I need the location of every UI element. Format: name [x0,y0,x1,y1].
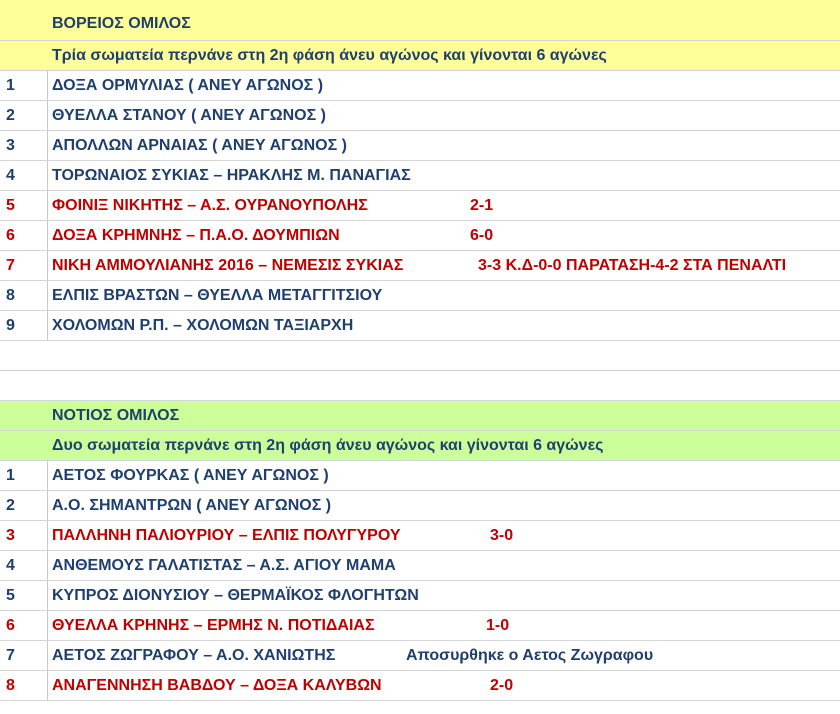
match-text: ΑΕΤΟΣ ΖΩΓΡΑΦΟΥ – Α.Ο. ΧΑΝΙΩΤΗΣ [52,647,336,664]
south-group-subtitle: Δυο σωματεία περνάνε στη 2η φάση άνευ αγώνος και γίνονται 6 αγώνες [52,437,604,454]
match-result: 2-1 [470,197,494,214]
south-group-title-row[interactable] [0,401,840,431]
match-text: Α.Ο. ΣΗΜΑΝΤΡΩΝ ( ΑΝΕΥ ΑΓΩΝΟΣ ) [52,497,332,514]
row-number: 4 [0,161,48,190]
match-result: 6-0 [470,227,494,244]
north-group-title: ΒΟΡΕΙΟΣ ΟΜΙΛΟΣ [52,15,191,32]
match-text: ΑΝΑΓΕΝΝΗΣΗ ΒΑΒΔΟΥ – ΔΟΞΑ ΚΑΛΥΒΩΝ [52,677,382,694]
table-row[interactable] [0,311,840,341]
table-row[interactable] [0,491,840,521]
match-result: 3-0 [490,527,514,544]
row-number: 4 [0,551,48,580]
match-text: ΑΠΟΛΛΩΝ ΑΡΝΑΙΑΣ ( ΑΝΕΥ ΑΓΩΝΟΣ ) [52,137,347,154]
row-number: 8 [0,671,48,700]
row-number: 1 [0,71,48,100]
north-group-subtitle: Τρία σωματεία περνάνε στη 2η φάση άνευ αγώνος και γίνονται 6 αγώνες [52,47,607,64]
table-row[interactable] [0,281,840,311]
match-text: ΧΟΛΟΜΩΝ Ρ.Π. – ΧΟΛΟΜΩΝ ΤΑΞΙΑΡΧΗ [52,317,354,334]
row-number: 5 [0,191,48,220]
match-result: 1-0 [486,617,510,634]
north-group-title-row[interactable] [0,0,840,41]
table-row[interactable] [0,581,840,611]
match-text: ΤΟΡΩΝΑΙΟΣ ΣΥΚΙΑΣ – ΗΡΑΚΛΗΣ Μ. ΠΑΝΑΓΙΑΣ [52,167,411,184]
match-result: 2-0 [490,677,514,694]
row-number: 6 [0,221,48,250]
table-row[interactable] [0,641,840,671]
table-row[interactable] [0,221,840,251]
empty-row[interactable] [0,341,840,371]
table-row[interactable] [0,251,840,281]
table-row[interactable] [0,71,840,101]
row-number: 2 [0,101,48,130]
table-row[interactable] [0,161,840,191]
match-result: 3-3 Κ.Δ-0-0 ΠΑΡΑΤΑΣΗ-4-2 ΣΤΑ ΠΕΝΑΛΤΙ [478,257,787,274]
match-text: ΦΟΙΝΙΞ ΝΙΚΗΤΗΣ – Α.Σ. ΟΥΡΑΝΟΥΠΟΛΗΣ [52,197,368,214]
match-note: Αποσυρθηκε ο Αετος Ζωγραφου [406,647,654,664]
table-row[interactable] [0,611,840,641]
table-row[interactable] [0,671,840,701]
table-row[interactable] [0,101,840,131]
match-text: ΔΟΞΑ ΚΡΗΜΝΗΣ – Π.Α.Ο. ΔΟΥΜΠΙΩΝ [52,227,340,244]
match-text: ΑΕΤΟΣ ΦΟΥΡΚΑΣ ( ΑΝΕΥ ΑΓΩΝΟΣ ) [52,467,329,484]
row-number: 5 [0,581,48,610]
table-row[interactable] [0,131,840,161]
match-text: ΠΑΛΛΗΝΗ ΠΑΛΙΟΥΡΙΟΥ – ΕΛΠΙΣ ΠΟΛΥΓΥΡΟΥ [52,527,401,544]
row-number: 2 [0,491,48,520]
match-text: ΘΥΕΛΛΑ ΣΤΑΝΟΥ ( ΑΝΕΥ ΑΓΩΝΟΣ ) [52,107,326,124]
south-group-subtitle-row[interactable] [0,431,840,461]
row-number: 8 [0,281,48,310]
match-text: ΘΥΕΛΛΑ ΚΡΗΝΗΣ – ΕΡΜΗΣ Ν. ΠΟΤΙΔΑΙΑΣ [52,617,375,634]
match-text: ΔΟΞΑ ΟΡΜΥΛΙΑΣ ( ΑΝΕΥ ΑΓΩΝΟΣ ) [52,77,324,94]
match-text: ΑΝΘΕΜΟΥΣ ΓΑΛΑΤΙΣΤΑΣ – Α.Σ. ΑΓΙΟΥ ΜΑΜΑ [52,557,396,574]
north-group-subtitle-row[interactable] [0,41,840,71]
row-number: 1 [0,461,48,490]
row-number: 7 [0,251,48,280]
table-row[interactable] [0,551,840,581]
match-text: ΚΥΠΡΟΣ ΔΙΟΝΥΣΙΟΥ – ΘΕΡΜΑΪΚΟΣ ΦΛΟΓΗΤΩΝ [52,587,419,604]
row-number: 9 [0,311,48,340]
row-number: 3 [0,521,48,550]
row-number: 6 [0,611,48,640]
table-row[interactable] [0,521,840,551]
row-number: 7 [0,641,48,670]
table-row[interactable] [0,461,840,491]
south-group-title: ΝΟΤΙΟΣ ΟΜΙΛΟΣ [52,407,180,424]
match-text: ΝΙΚΗ ΑΜΜΟΥΛΙΑΝΗΣ 2016 – ΝΕΜΕΣΙΣ ΣΥΚΙΑΣ [52,257,404,274]
match-text: ΕΛΠΙΣ ΒΡΑΣΤΩΝ – ΘΥΕΛΛΑ ΜΕΤΑΓΓΙΤΣΙΟΥ [52,287,383,304]
row-number: 3 [0,131,48,160]
table-row[interactable] [0,191,840,221]
empty-row[interactable] [0,371,840,401]
